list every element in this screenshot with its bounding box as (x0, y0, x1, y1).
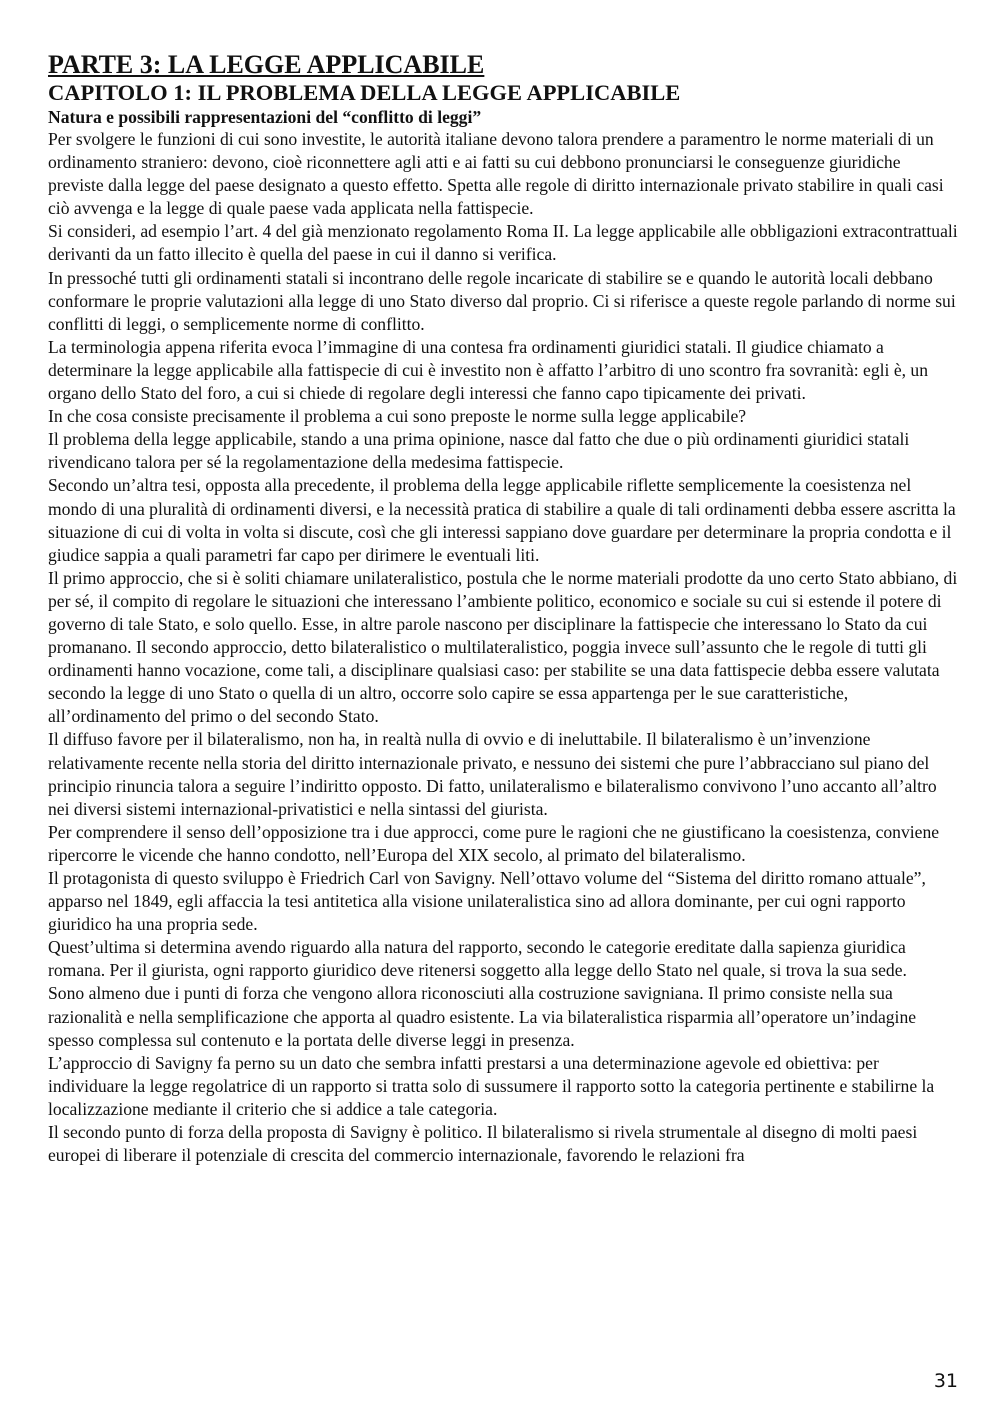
document-page (48, 50, 958, 1167)
paragraph: Il primo approccio, che si è soliti chiamare unilateralistico, postula che le norme materiali prodotte da uno certo Stato abbiano, di per sé, il compito di regolare le situazioni che interessano l’ambiente politico, economico e sociale su cui si estende il potere di governo di tale Stato, e solo quello. Esse, in altre parole nascono per disciplinare la fattispecie che interessano lo Stato da cui promanano. Il secondo approccio, detto bilateralistico o multilateralistico, poggia invece sull’assunto che le regole di tutti gli ordinamenti hanno vocazione, come tali, a disciplinare qualsiasi caso: per stabilite se una data fattispecie debba essere valutata secondo la legge di uno Stato o quella di un altro, occorre solo capire se essa appartenga per le sue caratteristiche, all’ordinamento del primo o del secondo Stato. (48, 567, 958, 727)
paragraph: Sono almeno due i punti di forza che vengono allora riconosciuti alla costruzione savigniana. Il primo consiste nella sua razionalità e nella semplificazione che apporta al quadro esistente. La via bilateralistica risparmia all’operatore un’indagine spesso complessa sul contenuto e la portata delle diverse leggi in presenza. (48, 983, 917, 1050)
paragraph: In che cosa consiste precisamente il problema a cui sono preposte le norme sulla legge applicabile? (48, 406, 747, 427)
part-title: PARTE 3: LA LEGGE APPLICABILE (48, 50, 485, 79)
paragraph: Secondo un’altra tesi, opposta alla precedente, il problema della legge applicabile riflette semplicemente la coesistenza nel mondo di una pluralità di ordinamenti diversi, e la necessità pratica di stabilire a quale di tali ordinamenti debba essere ascritta la situazione di cui di volta in volta si discute, così che gli interessi sappiano dove guardare per determinare la propria condotta e il giudice sappia a quali parametri far capo per dirimere le eventuali liti. (48, 475, 956, 565)
paragraph: Quest’ultima si determina avendo riguardo alla natura del rapporto, secondo le categorie ereditate dalla sapienza giuridica romana. Per il giurista, ogni rapporto giuridico deve ritenersi soggetto alla legge dello Stato nel quale, si trova la sua sede. (48, 937, 907, 981)
paragraph: Per comprendere il senso dell’opposizione tra i due approcci, come pure le ragioni che ne giustificano la coesistenza, conviene ripercorre le vicende che hanno condotto, nell’Europa del XIX secolo, al primato del bilateralismo. (48, 821, 940, 865)
paragraph: La terminologia appena riferita evoca l’immagine di una contesa fra ordinamenti giuridici statali. Il giudice chiamato a determinare la legge applicabile alla fattispecie di cui è investito non è affatto l’arbitro di uno scontro fra sovranità: egli è, un organo dello Stato del foro, a cui si chiede di regolare degli interessi che fanno capo tipicamente dei privati. (48, 336, 929, 404)
body-text (48, 128, 958, 1167)
page-number: 31 (933, 1370, 958, 1392)
paragraph: Per svolgere le funzioni di cui sono investite, le autorità italiane devono talora prendere a paramentro le norme materiali di un ordinamento straniero: devono, cioè riconnettere agli atti e ai fatti su cui debbono pronunciarsi le conseguenze giuridiche previste dalla legge del paese designato a questo effetto. Spetta alle regole di diritto internazionale privato stabilire in quali casi ciò avvenga e la legge di quale paese vada applicata nella fattispecie. (48, 129, 944, 219)
paragraph: Si consideri, ad esempio l’art. 4 del già menzionato regolamento Roma II. La legge applicabile alle obbligazioni extracontrattuali derivanti da un fatto illecito è quella del paese in cui il danno si verifica. (48, 221, 958, 265)
chapter-title: CAPITOLO 1: IL PROBLEMA DELLA LEGGE APPLICABILE (48, 80, 681, 105)
section-title: Natura e possibili rappresentazioni del “conflitto di leggi” (48, 107, 482, 127)
paragraph: Il secondo punto di forza della proposta di Savigny è politico. Il bilateralismo si rivela strumentale al disegno di molti paesi europei di liberare il potenziale di crescita del commercio internazionale, favorendo le relazioni fra (48, 1122, 918, 1166)
paragraph: Il protagonista di questo sviluppo è Friedrich Carl von Savigny. Nell’ottavo volume del “Sistema del diritto romano attuale”, apparso nel 1849, egli affaccia la tesi antitetica alla visione unilateralistica sino ad allora dominante, per cui ogni rapporto giuridico ha una propria sede. (48, 868, 926, 935)
paragraph: Il diffuso favore per il bilateralismo, non ha, in realtà nulla di ovvio e di ineluttabile. Il bilateralismo è un’invenzione relativamente recente nella storia del diritto internazionale privato, e nessuno dei sistemi che pure l’abbracciano sul piano del principio rinuncia talora a seguire l’indiritto opposto. Di fatto, unilateralismo e bilateralismo convivono l’uno accanto all’altro nei diversi sistemi internazional-privatistici e nella sintassi del giurista. (48, 729, 937, 819)
paragraph: Il problema della legge applicabile, stando a una prima opinione, nasce dal fatto che due o più ordinamenti giuridici statali rivendicano talora per sé la regolamentazione della medesima fattispecie. (48, 429, 910, 473)
paragraph: L’approccio di Savigny fa perno su un dato che sembra infatti prestarsi a una determinazione agevole ed obiettiva: per individuare la legge regolatrice di un rapporto si tratta solo di sussumere il rapporto sotto la categoria pertinente e stabilirne la localizzazione mediante il criterio che si addice a tale categoria. (48, 1052, 935, 1119)
paragraph: In pressoché tutti gli ordinamenti statali si incontrano delle regole incaricate di stabilire se e quando le autorità locali debbano conformare le proprie valutazioni alla legge di uno Stato diverso dal proprio. Ci si riferisce a queste regole parlando di norme sui conflitti di leggi, o semplicemente norme di conflitto. (48, 267, 956, 334)
